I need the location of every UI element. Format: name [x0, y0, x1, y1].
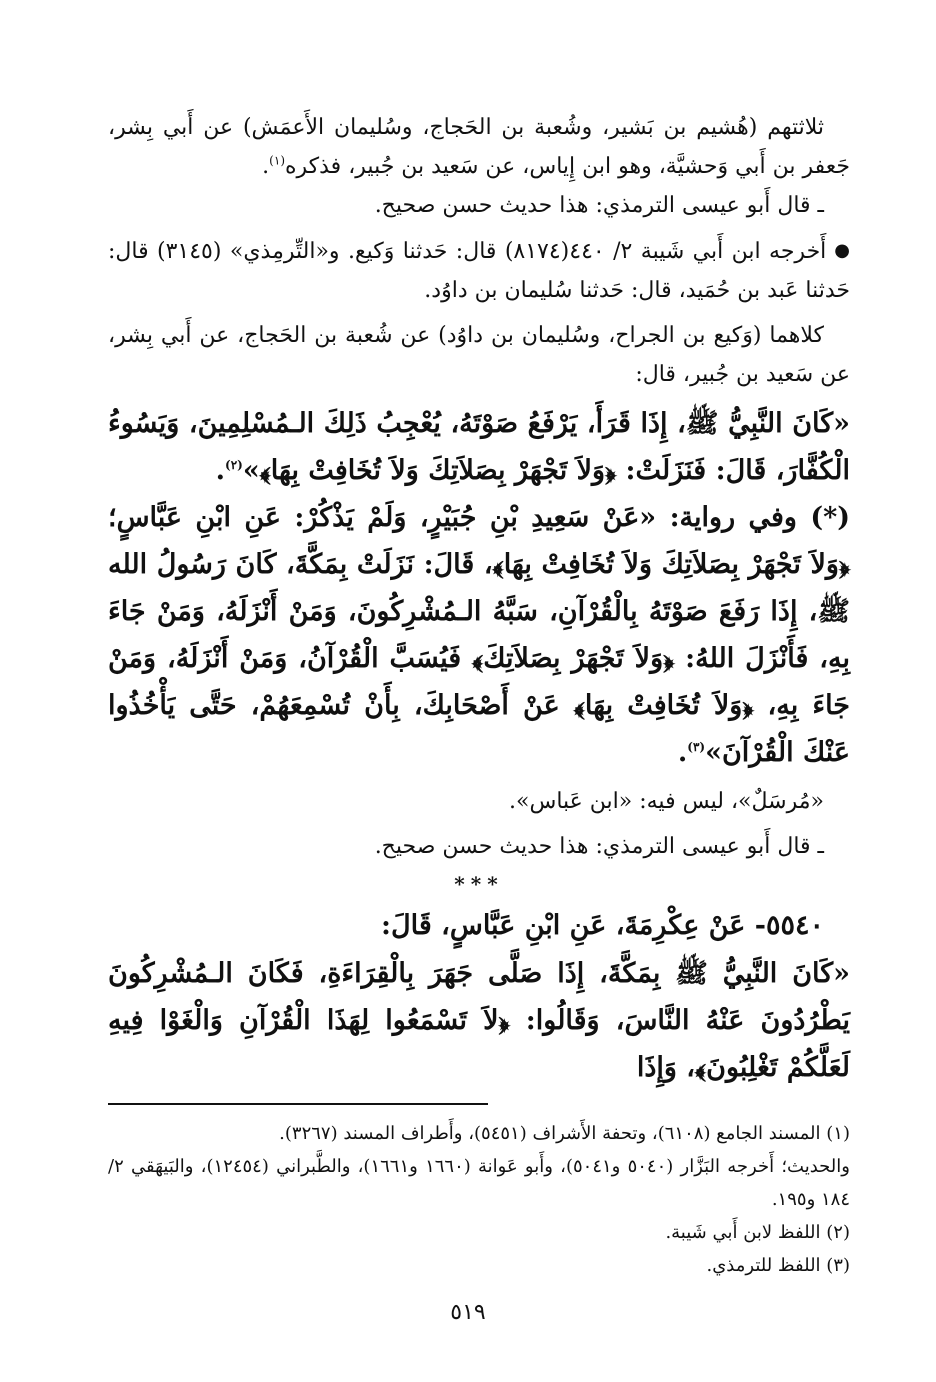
- footnote-ref[interactable]: (١): [269, 153, 285, 168]
- variant-narration: (*) وفي رواية: «عَنْ سَعِيدِ بْنِ جُبَيْرٍ، وَلَمْ يَذْكُرْ: عَنِ ابْنِ عَبَّاسٍ؛ ﴿وَلاَ تَجْهَرْ بِصَلاَتِكَ وَلاَ تُخَافِتْ بِهَا﴾، قَالَ: نَزَلَتْ بِمَكَّةَ، كَانَ رَسُولُ الله ﷺ، إِذَا رَفَعَ صَوْتَهُ بِالْقُرْآنِ، سَبَّهُ الـمُشْرِكُونَ، وَمَنْ أَنْزَلَهُ، وَمَنْ جَاءَ بِهِ، فَأَنْزَلَ اللهُ: ﴿وَلاَ تَجْهَرْ بِصَلاَتِكَ﴾ فَيُسَبَّ الْقُرْآنُ، وَمَنْ أَنْزَلَهُ، وَمَنْ جَاءَ بِهِ، ﴿وَلاَ تُخَافِتْ بِهَا﴾ عَنْ أَصْحَابِكَ، بِأَنْ تُسْمِعَهُمْ، حَتَّى يَأْخُذُوا عَنْكَ الْقُرْآنَ»$^{(٣)}$.: [108, 502, 850, 768]
- tirmidhi-note: ـ قال أَبو عيسى الترمذي: هذا حديث حسن صحيح.: [374, 193, 824, 218]
- footnote-3: (٣) اللفظ للترمذي.: [706, 1255, 850, 1276]
- bullet-icon: ●: [834, 240, 851, 261]
- hadith-heading: ٥٥٤٠- عَنْ عِكْرِمَةَ، عَنِ ابْنِ عَبَّاسٍ، قَالَ:: [381, 910, 824, 941]
- hadith-matn: «كَانَ النَّبِيُّ ﷺ، إِذَا قَرَأَ، يَرْفَعُ صَوْتَهُ، يُعْجِبُ ذَلِكَ الـمُسْلِمِينَ، وَيَسُوءُ الْكُفَّارَ، قَالَ: فَنَزَلَتْ: ﴿وَلاَ تَجْهَرْ بِصَلاَتِكَ وَلاَ تُخَافِتْ بِهَا﴾»: [108, 408, 850, 486]
- paragraph-chain: ثلاثتهم (هُشيم بن بَشير، وشُعبة بن الحَجاج، وسُليمان الأَعمَش) عن أَبي بِشر، جَعفر بن أَبي وَحشيَّة، وهو ابن إِياس، عن سَعيد بن جُبير، فذكره$^{(١)}$.: [108, 115, 850, 179]
- footnote-ref[interactable]: (٢): [225, 458, 243, 472]
- paragraph-text: ثلاثتهم (هُشيم بن بَشير، وشُعبة بن الحَجاج، وسُليمان الأَعمَش) عن أَبي بِشر، جَعفر بن أَبي وَحشيَّة، وهو ابن إِياس، عن سَعيد بن جُبير، فذكره: [108, 115, 850, 179]
- mursal-note: «مُرسَلٌ»، ليس فيه: «ابن عَباس».: [509, 789, 824, 814]
- main-text: [108, 108, 850, 1091]
- hadith-text-2: «كَانَ النَّبِيُّ ﷺ بِمَكَّةَ، إِذَا صَلَّى جَهَرَ بِالْقِرَاءَةِ، فَكَانَ الـمُشْرِكُونَ يَطْرُدُونَ عَنْهُ النَّاسَ، وَقَالُوا: ﴿لاَ تَسْمَعُوا لِهَذَا الْقُرْآنِ وَالْغَوْا فِيهِ لَعَلَّكُمْ تَغْلِبُونَ﴾، وَإِذَا: [108, 958, 850, 1083]
- footnotes: [108, 1117, 850, 1282]
- hadith-text: «كَانَ النَّبِيُّ ﷺ، إِذَا قَرَأَ، يَرْفَعُ صَوْتَهُ، يُعْجِبُ ذَلِكَ الـمُسْلِمِينَ، وَيَسُوءُ الْكُفَّارَ، قَالَ: فَنَزَلَتْ: ﴿وَلاَ تَجْهَرْ بِصَلاَتِكَ وَلاَ تُخَافِتْ بِهَا﴾»$^{(٢)}$.: [108, 408, 850, 486]
- tirmidhi-note-2: ـ قال أَبو عيسى الترمذي: هذا حديث حسن صحيح.: [374, 834, 824, 859]
- footnote-divider: [108, 1103, 488, 1105]
- footnote-2: (٢) اللفظ لابن أَبي شَيبة.: [665, 1222, 850, 1243]
- paragraph-takhrij: [108, 231, 850, 310]
- paragraph-text: أَخرجه ابن أَبي شَيبة ٢/ ٤٤٠(٨١٧٤) قال: حَدثنا وَكيع. و«التِّرمِذي» (٣١٤٥) قال: حَدثنا عَبد بن حُمَيد، قال: حَدثنا سُليمان بن داوُد.: [108, 239, 850, 303]
- paragraph-chain-2: كلاهما (وَكيع بن الجراح، وسُليمان بن داوُد) عن شُعبة بن الحَجاج، عن أَبي بِشر، عن سَعيد بن جُبير، قال:: [108, 323, 850, 387]
- footnote-1: (١) المسند الجامع (٦١٠٨)، وتحفة الأَشراف (٥٤٥١)، وأَطراف المسند (٣٢٦٧).: [279, 1123, 850, 1144]
- footnote-ref[interactable]: (٣): [687, 740, 706, 754]
- section-separator: ***: [454, 872, 504, 896]
- page-number: ٥١٩: [450, 1300, 486, 1325]
- variant-matn: (*) وفي رواية: «عَنْ سَعِيدِ بْنِ جُبَيْرٍ، وَلَمْ يَذْكُرْ: عَنِ ابْنِ عَبَّاسٍ؛ ﴿وَلاَ تَجْهَرْ بِصَلاَتِكَ وَلاَ تُخَافِتْ بِهَا﴾، قَالَ: نَزَلَتْ بِمَكَّةَ، كَانَ رَسُولُ الله ﷺ، إِذَا رَفَعَ صَوْتَهُ بِالْقُرْآنِ، سَبَّهُ الـمُشْرِكُونَ، وَمَنْ أَنْزَلَهُ، وَمَنْ جَاءَ بِهِ، فَأَنْزَلَ اللهُ: ﴿وَلاَ تَجْهَرْ بِصَلاَتِكَ﴾ فَيُسَبَّ الْقُرْآنُ، وَمَنْ أَنْزَلَهُ، وَمَنْ جَاءَ بِهِ، ﴿وَلاَ تُخَافِتْ بِهَا﴾ عَنْ أَصْحَابِكَ، بِأَنْ تُسْمِعَهُمْ، حَتَّى يَأْخُذُوا عَنْكَ الْقُرْآنَ»: [108, 502, 850, 768]
- footnote-1-continued: والحديث؛ أَخرجه البَزَّار (٥٠٤٠ و٥٠٤١)، وأَبو عَوانة (١٦٦٠ و١٦٦١)، والطَّبراني (١٢٤٥٤)، والبَيهَقي ٢/ ١٨٤ و١٩٥.: [108, 1156, 850, 1210]
